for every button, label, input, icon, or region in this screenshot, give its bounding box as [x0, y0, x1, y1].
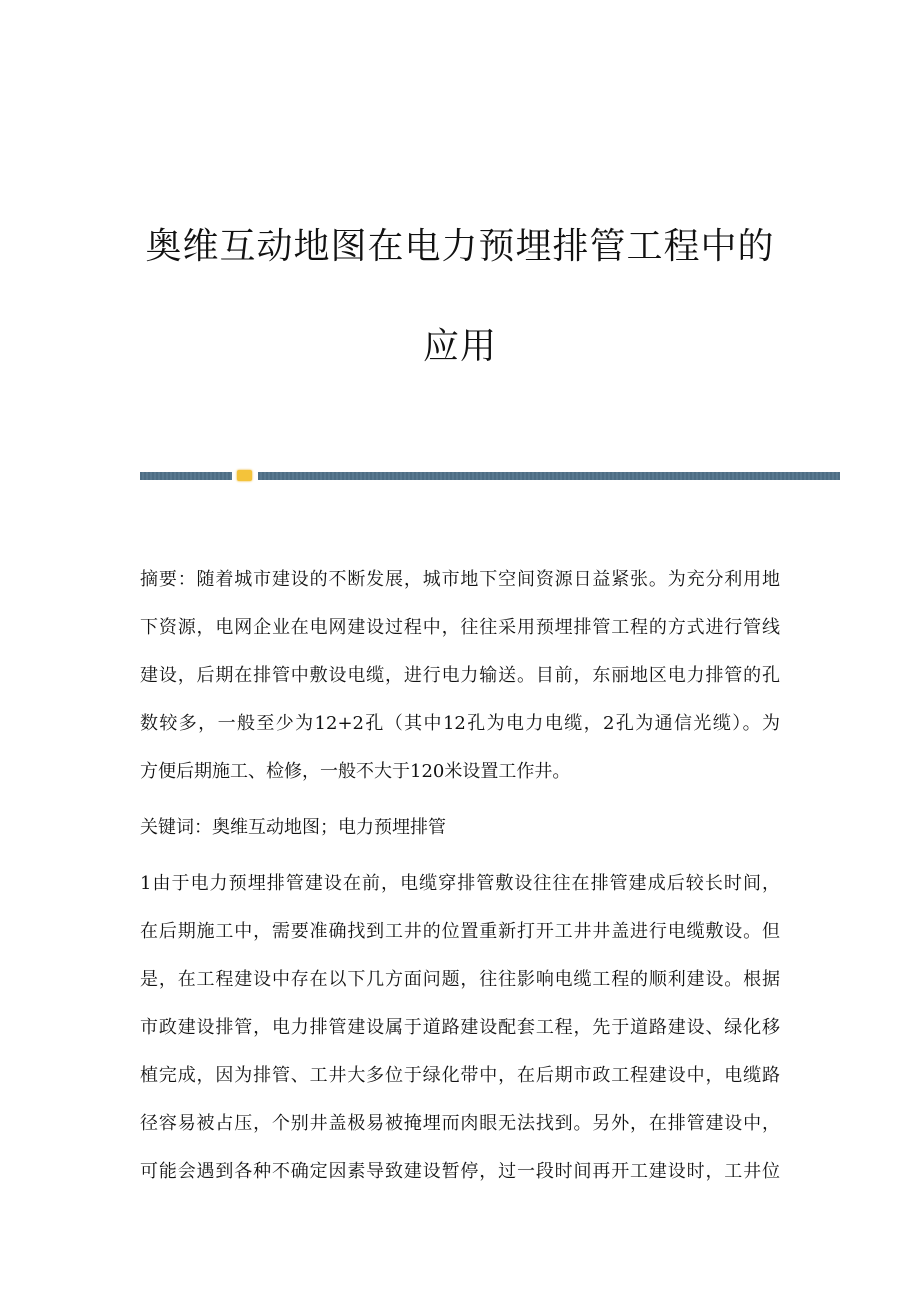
body-line: 在后期施工中，需要准确找到工井的位置重新打开工井井盖进行电缆敷设。但 — [140, 921, 780, 942]
document-title-line-1: 奥维互动地图在电力预埋排管工程中的 — [145, 226, 775, 267]
abstract-line: 数较多，一般至少为12+2孔（其中12孔为电力电缆，2孔为通信光缆）。为 — [140, 713, 780, 734]
abstract-line: 方便后期施工、检修，一般不大于120米设置工作井。 — [140, 761, 571, 782]
body-line: 是，在工程建设中存在以下几方面问题，往往影响电缆工程的顺利建设。根据 — [140, 969, 780, 990]
divider-ornament-icon — [237, 470, 252, 481]
body-line: 植完成，因为排管、工井大多位于绿化带中，在后期市政工程建设中，电缆路 — [140, 1065, 780, 1086]
body-line: 径容易被占压，个别井盖极易被掩埋而肉眼无法找到。另外，在排管建设中， — [140, 1113, 780, 1134]
title-divider-left — [140, 472, 232, 480]
body-line: 1由于电力预埋排管建设在前，电缆穿排管敷设往往在排管建成后较长时间， — [140, 873, 780, 894]
abstract-line: 建设，后期在排管中敷设电缆，进行电力输送。目前，东丽地区电力排管的孔 — [140, 665, 780, 686]
document-title-line-2: 应用 — [422, 326, 497, 367]
keywords: 关键词：奥维互动地图；电力预埋排管 — [140, 817, 446, 838]
body-line: 市政建设排管，电力排管建设属于道路建设配套工程，先于道路建设、绿化移 — [140, 1017, 780, 1038]
abstract-line: 下资源，电网企业在电网建设过程中，往往采用预埋排管工程的方式进行管线 — [140, 617, 780, 638]
abstract-line: 摘要：随着城市建设的不断发展，城市地下空间资源日益紧张。为充分利用地 — [140, 569, 780, 590]
body-line: 可能会遇到各种不确定因素导致建设暂停，过一段时间再开工建设时，工井位 — [140, 1161, 780, 1182]
title-divider-right — [258, 472, 840, 480]
